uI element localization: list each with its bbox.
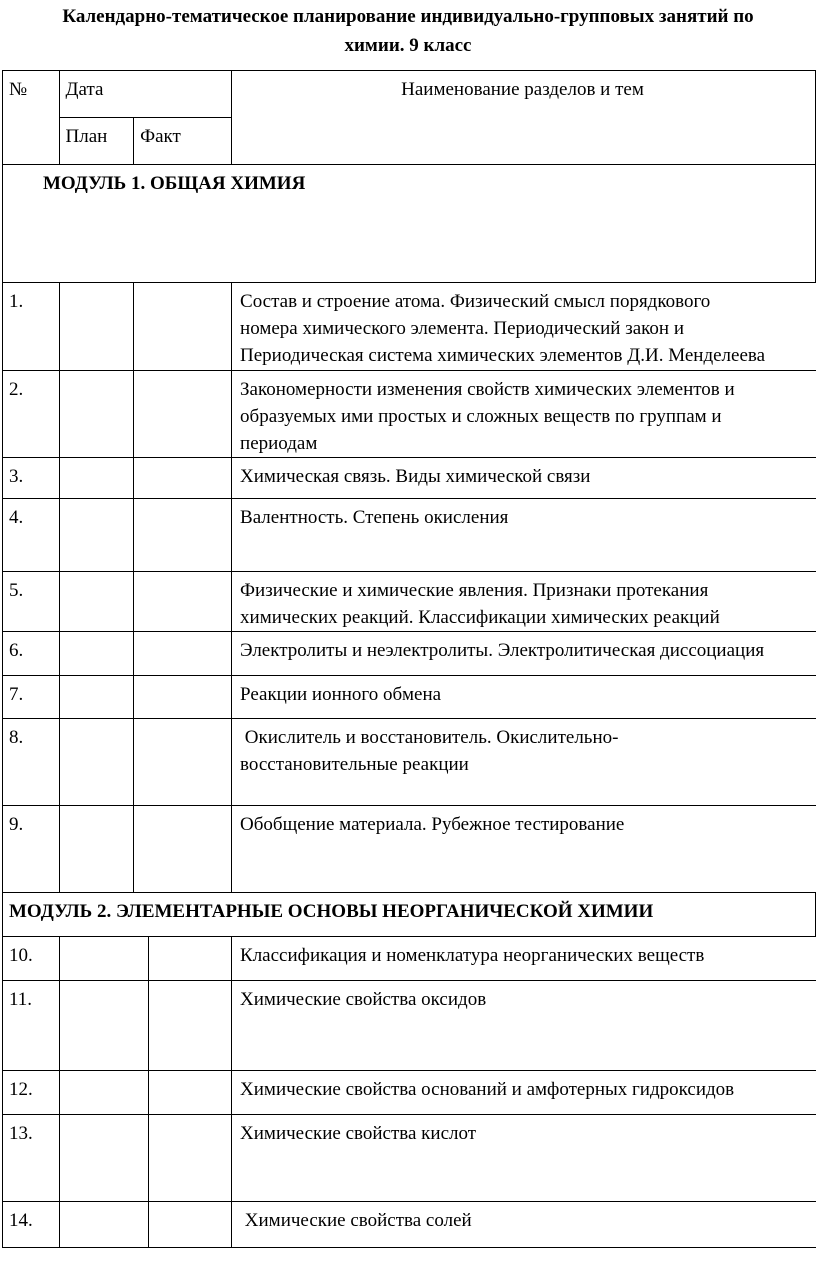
- header-fact-cell: Факт: [134, 118, 232, 165]
- column-divider: [148, 937, 149, 980]
- lesson-topic: [232, 937, 816, 981]
- lesson-number: 6.: [3, 632, 60, 676]
- column-divider: [148, 1115, 149, 1201]
- lesson-row: [3, 676, 816, 719]
- lesson-number: 11.: [3, 981, 60, 1071]
- lesson-topic-line: Реакции ионного обмена: [240, 684, 442, 705]
- lesson-topic: [232, 572, 816, 632]
- lesson-topic-line: восстановительные реакции: [240, 754, 469, 775]
- lesson-number: 13.: [3, 1115, 60, 1202]
- header-date-cell: Дата: [59, 71, 231, 118]
- lesson-row: [3, 1115, 816, 1202]
- module-title: МОДУЛЬ 1. ОБЩАЯ ХИМИЯ: [3, 165, 816, 283]
- lesson-topic-line: образуемых ими простых и сложных веществ по группам и: [240, 406, 722, 427]
- header-row-1: [3, 71, 816, 118]
- lesson-row: [3, 981, 816, 1071]
- module-row: [3, 165, 816, 283]
- lesson-number: 9.: [3, 806, 60, 893]
- lesson-topic: [232, 1202, 816, 1248]
- lesson-number: 4.: [3, 499, 60, 572]
- lesson-row: [3, 632, 816, 676]
- lesson-topic: [232, 283, 816, 371]
- lesson-topic-line: Состав и строение атома. Физический смысл порядкового: [240, 291, 711, 312]
- lesson-fact-date: [134, 499, 232, 572]
- lesson-topic-line: Закономерности изменения свойств химических элементов и: [240, 379, 735, 400]
- lesson-topic-line: Валентность. Степень окисления: [240, 507, 509, 528]
- lesson-plan-date: [59, 572, 134, 632]
- lesson-topic: [232, 371, 816, 458]
- lesson-fact-date: [134, 371, 232, 458]
- lesson-plan-date: [59, 283, 134, 371]
- lesson-row: [3, 1202, 816, 1248]
- lesson-topic-line: Обобщение материала. Рубежное тестирование: [240, 814, 625, 835]
- thematic-plan-body: [3, 71, 816, 1248]
- lesson-plan-date: [59, 1071, 134, 1115]
- lesson-row: [3, 572, 816, 632]
- lesson-number: 7.: [3, 676, 60, 719]
- lesson-topic-line: Химические свойства оснований и амфотерных гидроксидов: [240, 1079, 735, 1100]
- lesson-row: [3, 937, 816, 981]
- header-topic-cell: Наименование разделов и тем: [232, 71, 816, 165]
- lesson-row: [3, 283, 816, 371]
- lesson-topic-line: номера химического элемента. Периодический закон и: [240, 318, 684, 339]
- lesson-number: 5.: [3, 572, 60, 632]
- lesson-plan-date: [59, 499, 134, 572]
- lesson-fact-date: [134, 458, 232, 499]
- lesson-number: 14.: [3, 1202, 60, 1248]
- lesson-fact-date: [134, 283, 232, 371]
- lesson-topic: [232, 632, 816, 676]
- lesson-row: [3, 806, 816, 893]
- lesson-topic-line: Химические свойства оксидов: [240, 989, 487, 1010]
- lesson-fact-date: [134, 719, 232, 806]
- lesson-topic: [232, 1071, 816, 1115]
- lesson-plan-date: [59, 458, 134, 499]
- lesson-topic-line: Физические и химические явления. Признаки протекания: [240, 580, 709, 601]
- lesson-row: [3, 499, 816, 572]
- lesson-fact-date: [134, 806, 232, 893]
- lesson-row: [3, 371, 816, 458]
- lesson-topic: [232, 981, 816, 1071]
- lesson-number: 3.: [3, 458, 60, 499]
- thematic-plan-table: [2, 70, 816, 1248]
- lesson-fact-date: [134, 632, 232, 676]
- lesson-topic-line: Периодическая система химических элементов Д.И. Менделеева: [240, 345, 766, 366]
- column-divider: [148, 1071, 149, 1114]
- lesson-topic: [232, 719, 816, 806]
- lesson-topic-line: Химические свойства солей: [240, 1210, 472, 1231]
- column-divider: [148, 981, 149, 1070]
- header-number-cell: №: [3, 71, 60, 165]
- lesson-topic-line: Окислитель и восстановитель. Окислительно-: [240, 727, 619, 748]
- lesson-plan-date: [59, 806, 134, 893]
- module-row: [3, 893, 816, 937]
- lesson-plan-date: [59, 676, 134, 719]
- document-title-line-2: химии. 9 класс: [344, 35, 472, 56]
- lesson-topic: [232, 806, 816, 893]
- module-title: МОДУЛЬ 2. ЭЛЕМЕНТАРНЫЕ ОСНОВЫ НЕОРГАНИЧЕСКОЙ ХИМИИ: [3, 893, 816, 937]
- header-plan-cell: План: [59, 118, 134, 165]
- lesson-topic-line: Электролиты и неэлектролиты. Электролитическая диссоциация: [240, 640, 765, 661]
- lesson-plan-date: [59, 1115, 134, 1202]
- document-title-line-1: Календарно-тематическое планирование индивидуально-групповых занятий по: [62, 6, 754, 27]
- lesson-topic-line: Химические свойства кислот: [240, 1123, 477, 1144]
- lesson-topic: [232, 499, 816, 572]
- lesson-topic: [232, 1115, 816, 1202]
- lesson-number: 2.: [3, 371, 60, 458]
- lesson-plan-date: [59, 371, 134, 458]
- lesson-topic: [232, 458, 816, 499]
- lesson-number: 1.: [3, 283, 60, 371]
- lesson-topic-line: Химическая связь. Виды химической связи: [240, 466, 591, 487]
- lesson-row: [3, 458, 816, 499]
- lesson-topic: [232, 676, 816, 719]
- lesson-number: 8.: [3, 719, 60, 806]
- lesson-topic-line: периодам: [240, 433, 318, 454]
- lesson-fact-date: [134, 572, 232, 632]
- lesson-row: [3, 1071, 816, 1115]
- lesson-plan-date: [59, 937, 134, 981]
- lesson-fact-date: [134, 676, 232, 719]
- lesson-plan-date: [59, 632, 134, 676]
- lesson-plan-date: [59, 1202, 134, 1248]
- lesson-topic-line: химических реакций. Классификации химических реакций: [240, 607, 720, 628]
- lesson-topic-line: Классификация и номенклатура неорганических веществ: [240, 945, 705, 966]
- lesson-number: 10.: [3, 937, 60, 981]
- lesson-plan-date: [59, 719, 134, 806]
- document-title: [0, 2, 816, 60]
- lesson-number: 12.: [3, 1071, 60, 1115]
- column-divider: [148, 1202, 149, 1247]
- lesson-plan-date: [59, 981, 134, 1071]
- lesson-row: [3, 719, 816, 806]
